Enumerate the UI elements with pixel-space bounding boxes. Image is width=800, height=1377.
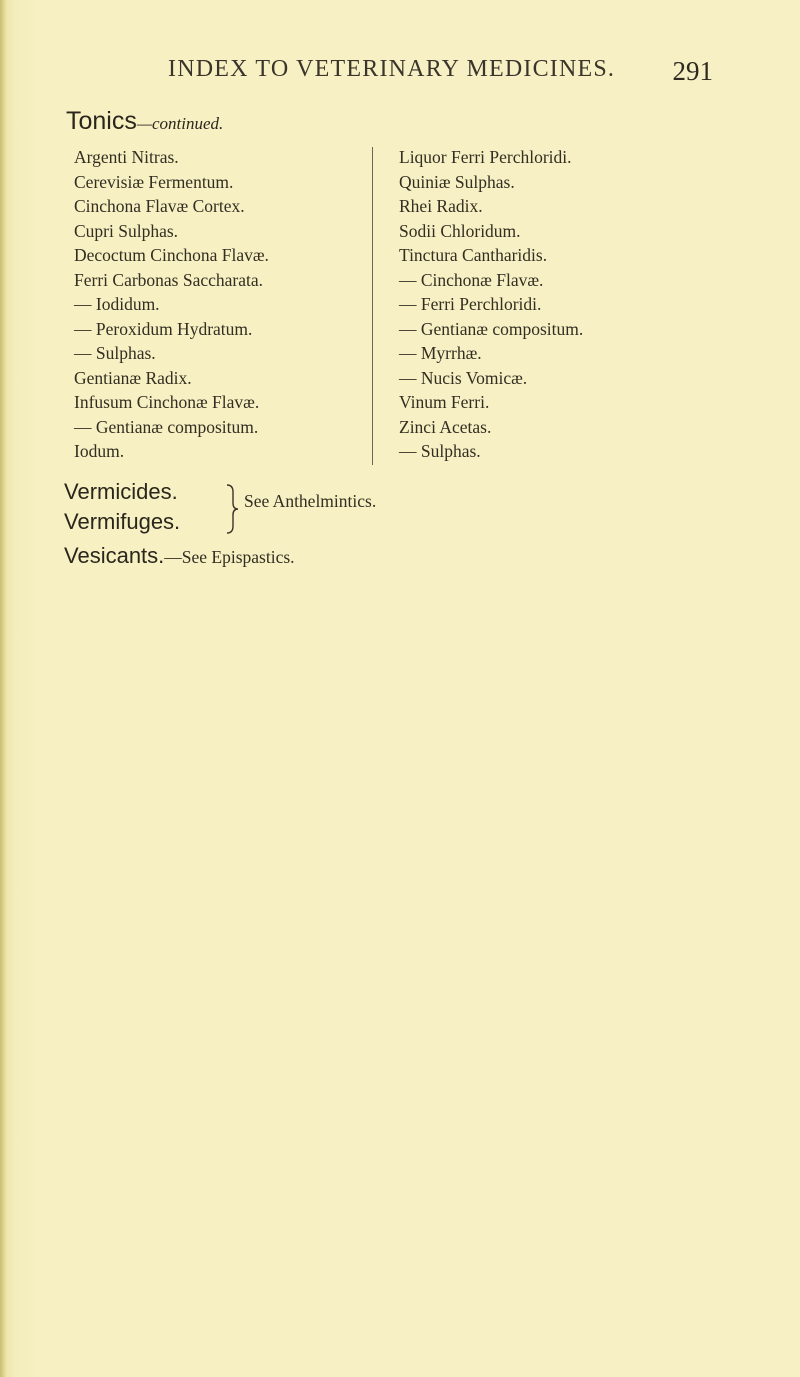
- list-item: — Peroxidum Hydratum.: [74, 318, 253, 339]
- vesicants-heading: Vesicants.: [64, 543, 165, 568]
- see-anthelmintics-reference: See Anthelmintics.: [244, 491, 377, 511]
- section-heading: [66, 107, 223, 136]
- vermifuges-heading: Vermifuges.: [64, 509, 181, 534]
- list-item: Vinum Ferri.: [399, 392, 490, 412]
- list-item: — Iodidum.: [74, 294, 160, 314]
- running-header: [168, 56, 713, 84]
- list-item: — Sulphas.: [399, 441, 481, 461]
- page-spine-shadow: [0, 0, 6, 1377]
- vermicides-group: [64, 477, 180, 537]
- see-epispastics-reference: —See Epispastics.: [164, 547, 295, 567]
- list-item: Sodii Chloridum.: [399, 220, 521, 241]
- list-item: — Sulphas.: [74, 343, 156, 363]
- list-item: — Gentianæ compositum.: [399, 318, 584, 339]
- header-title: INDEX TO VETERINARY MEDICINES.: [168, 56, 616, 82]
- list-item: Gentianæ Radix.: [74, 367, 192, 388]
- right-brace-icon: [226, 484, 240, 534]
- list-item: — Gentianæ compositum.: [74, 416, 259, 437]
- list-item: Quiniæ Sulphas.: [399, 171, 515, 192]
- list-item: Zinci Acetas.: [399, 416, 492, 437]
- vermicides-heading: Vermicides.: [64, 479, 178, 504]
- list-item: Infusum Cinchonæ Flavæ.: [74, 392, 260, 412]
- section-continued: —continued.: [136, 114, 224, 133]
- list-item: Iodum.: [74, 441, 125, 461]
- list-item: Tinctura Cantharidis.: [399, 245, 548, 265]
- list-item: Cinchona Flavæ Cortex.: [74, 196, 245, 216]
- list-item: Argenti Nitras.: [74, 147, 179, 167]
- page-number: 291: [672, 56, 713, 86]
- list-item: Liquor Ferri Perchloridi.: [399, 147, 572, 167]
- column-divider: [372, 147, 373, 465]
- section-title: Tonics: [66, 107, 137, 135]
- list-item: Decoctum Cinchona Flavæ.: [74, 245, 269, 265]
- list-item: — Myrrhæ.: [399, 343, 482, 363]
- list-item: Cerevisiæ Fermentum.: [74, 171, 234, 192]
- left-column: [74, 145, 269, 464]
- list-item: Ferri Carbonas Saccharata.: [74, 269, 264, 290]
- list-item: — Nucis Vomicæ.: [399, 367, 528, 388]
- list-item: Rhei Radix.: [399, 196, 483, 216]
- list-item: — Cinchonæ Flavæ.: [399, 269, 544, 290]
- right-column: [399, 145, 583, 464]
- list-item: — Ferri Perchloridi.: [399, 294, 542, 314]
- list-item: Cupri Sulphas.: [74, 220, 179, 241]
- vesicants-entry: [64, 543, 295, 569]
